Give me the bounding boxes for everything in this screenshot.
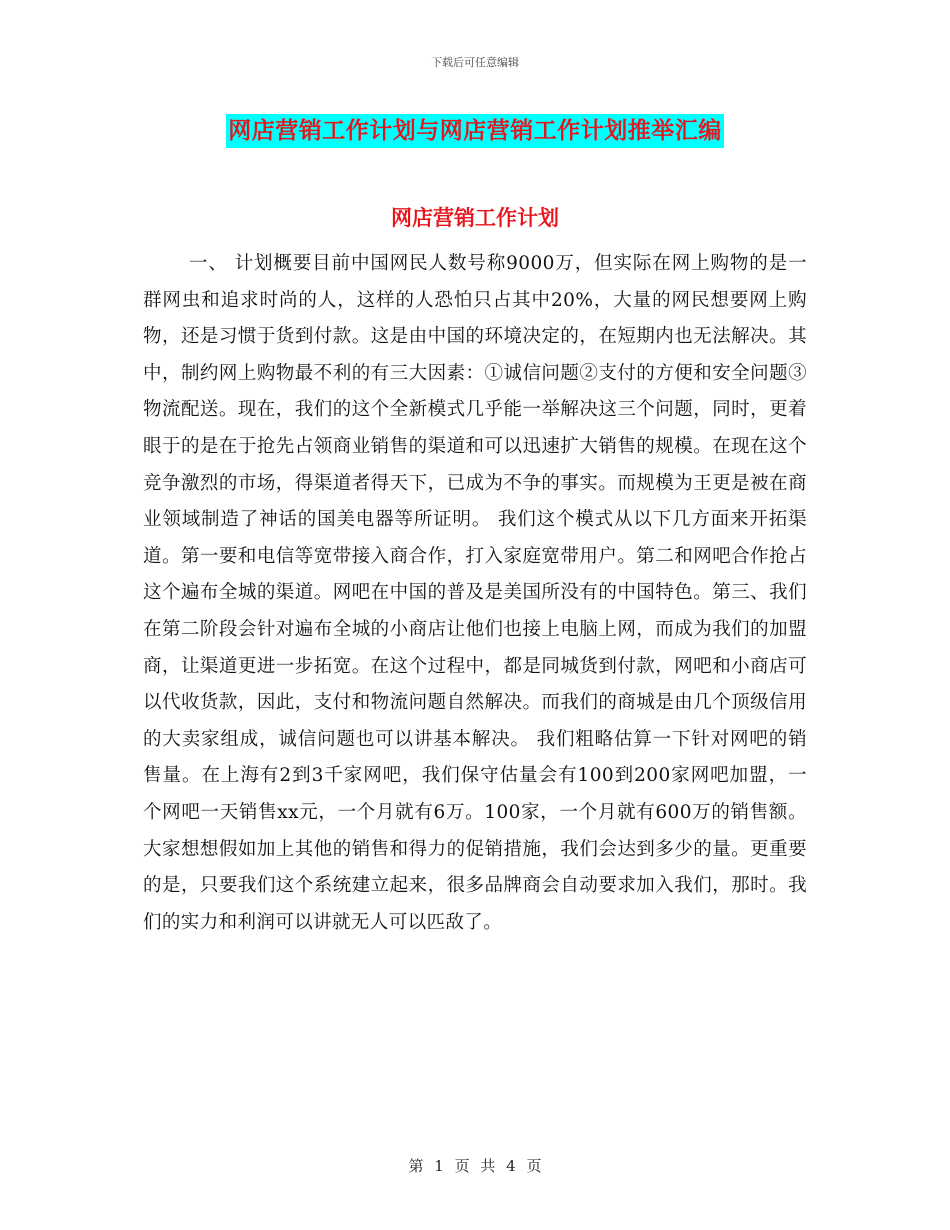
section-title: 网店营销工作计划	[391, 205, 559, 230]
body-paragraph: 一、 计划概要目前中国网民人数号称9000万，但实际在网上购物的是一群网虫和追求时尚的人，这样的人恐怕只占其中20%，大量的网民想要网上购物，还是习惯于货到付款。这是由中国的环境决定的，在短期内也无法解决。其中，制约网上购物最不利的有三大因素：①诚信问题②支付的方便和安全问题③物流配送。现在，我们的这个全新模式几乎能一举解决这三个问题，同时，更着眼于的是在于抢先占领商业销售的渠道和可以迅速扩大销售的规模。在现在这个竞争激烈的市场，得渠道者得天下，已成为不争的事实。而规模为王更是被在商业领域制造了神话的国美电器等所证明。 我们这个模式从以下几方面来开拓渠道。第一要和电信等宽带接入商合作，打入家庭宽带用户。第二和网吧合作抢占这个遍布全城的渠道。网吧在中国的普及是美国所没有的中国特色。第三、我们在第二阶段会针对遍布全城的小商店让他们也接上电脑上网，而成为我们的加盟商，让渠道更进一步拓宽。在这个过程中，都是同城货到付款，网吧和小商店可以代收货款，因此，支付和物流问题自然解决。而我们的商城是由几个顶级信用的大卖家组成，诚信问题也可以讲基本解决。 我们粗略估算一下针对网吧的销售量。在上海有2到3千家网吧，我们保守估量会有100到200家网吧加盟，一个网吧一天销售xx元，一个月就有6万。100家，一个月就有600万的销售额。大家想想假如加上其他的销售和得力的促销措施，我们会达到多少的量。更重要的是，只要我们这个系统建立起来，很多品牌商会自动要求加入我们，那时。我们的实力和利润可以讲就无人可以匹敌了。	[143, 253, 807, 933]
page-header-note: 下载后可任意编辑	[431, 56, 519, 69]
document-title-text: 网店营销工作计划与网店营销工作计划推举汇编	[226, 114, 724, 148]
document-title	[0, 114, 950, 148]
page-number-footer: 第 1 页 共 4 页	[408, 1157, 542, 1175]
